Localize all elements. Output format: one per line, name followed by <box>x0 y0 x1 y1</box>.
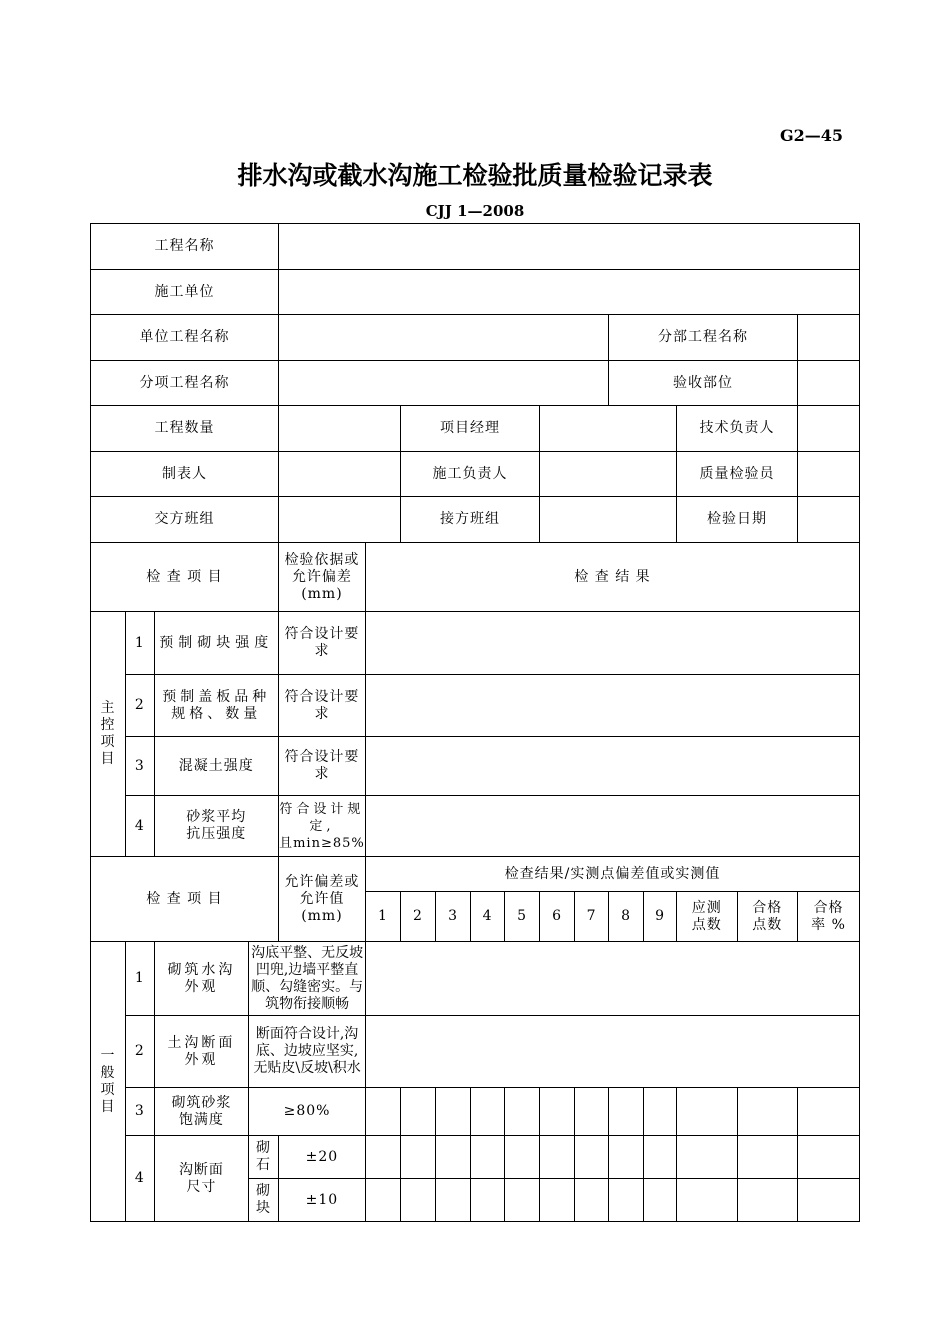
general-row-3-item-line1: 砌筑砂浆 <box>171 1094 232 1111</box>
should-points-line1: 应测 <box>691 899 722 916</box>
main-category-label: 主控项目 <box>100 700 116 767</box>
r4b-p7[interactable] <box>575 1179 609 1222</box>
general-row-4-item-line2: 尺寸 <box>186 1178 217 1195</box>
general-tol-header <box>278 857 365 942</box>
construction-lead-field[interactable] <box>540 452 677 497</box>
pass-rate-line2: 率 % <box>811 916 846 933</box>
r4b-p2[interactable] <box>401 1179 436 1222</box>
main-row-1-result[interactable] <box>365 612 859 675</box>
general-row-1-item-line1: 砌筑水沟 <box>167 961 236 978</box>
general-category-label: 一般项目 <box>100 1047 116 1115</box>
general-row-3-no: 3 <box>126 1088 155 1136</box>
tech-lead-field[interactable] <box>798 406 860 452</box>
r4a-pass[interactable] <box>737 1136 798 1179</box>
r4b-p3[interactable] <box>436 1179 471 1222</box>
main-row-3-result[interactable] <box>365 737 859 796</box>
general-row-1-no: 1 <box>126 942 155 1016</box>
point-col-7: 7 <box>575 892 609 942</box>
project-manager-field[interactable] <box>540 406 677 452</box>
row-tabulator <box>91 452 860 497</box>
main-row-2 <box>91 675 860 737</box>
label-contractor: 施工单位 <box>91 270 279 315</box>
general-row-4-sub1-tol: ±20 <box>278 1136 365 1179</box>
main-basis-header <box>278 543 365 612</box>
r3-pass[interactable] <box>737 1088 798 1136</box>
label-project-name: 工程名称 <box>91 224 279 270</box>
pass-rate-header <box>798 892 860 942</box>
point-col-5: 5 <box>505 892 540 942</box>
inspection-date-field[interactable] <box>798 497 860 543</box>
r4a-p8[interactable] <box>609 1136 644 1179</box>
r4a-p4[interactable] <box>471 1136 505 1179</box>
tabulator-field[interactable] <box>278 452 400 497</box>
general-row-1-item-line2: 外观 <box>184 978 219 995</box>
label-acceptance-part: 验收部位 <box>609 361 798 406</box>
tol-line1: 允许偏差或 <box>284 873 360 890</box>
main-row-4-req-line2: 且min≥85% <box>279 835 365 851</box>
contractor-field[interactable] <box>278 270 859 315</box>
general-row-4-sub2-name: 砌块 <box>249 1179 279 1222</box>
pass-points-header <box>737 892 798 942</box>
handover-team-field[interactable] <box>278 497 400 543</box>
general-row-2-no: 2 <box>126 1016 155 1088</box>
general-row-4-item <box>154 1136 249 1222</box>
point-col-8: 8 <box>609 892 644 942</box>
main-row-3 <box>91 737 860 796</box>
inspection-form-table <box>90 223 860 1222</box>
quality-inspector-field[interactable] <box>798 452 860 497</box>
general-row-1 <box>91 942 860 1016</box>
main-section-header <box>91 543 860 612</box>
main-row-4-req-line1: 符合设计规定, <box>279 801 365 834</box>
general-row-4-sub2-tol: ±10 <box>278 1179 365 1222</box>
point-col-6: 6 <box>540 892 575 942</box>
point-col-2: 2 <box>401 892 436 942</box>
row-project-name <box>91 224 860 270</box>
r3-p5[interactable] <box>505 1088 540 1136</box>
general-row-2-item-line2: 外观 <box>184 1051 219 1068</box>
r4a-p3[interactable] <box>436 1136 471 1179</box>
label-item-project: 分项工程名称 <box>91 361 279 406</box>
general-row-1-result[interactable] <box>365 942 859 1016</box>
general-result-header: 检查结果/实测点偏差值或实测值 <box>365 857 859 892</box>
pass-points-line1: 合格 <box>752 899 783 916</box>
general-row-4-no: 4 <box>126 1136 155 1222</box>
main-row-3-item: 混凝土强度 <box>154 737 278 796</box>
main-row-2-result[interactable] <box>365 675 859 737</box>
main-row-1 <box>91 612 860 675</box>
main-row-1-req: 符合设计要求 <box>278 612 365 675</box>
r4b-pass[interactable] <box>737 1179 798 1222</box>
standard-code: CJJ 1—2008 <box>425 202 525 220</box>
r4b-p4[interactable] <box>471 1179 505 1222</box>
basis-line2: 允许偏差(mm) <box>291 568 352 602</box>
general-check-item-header: 检 查 项 目 <box>91 857 279 942</box>
label-construction-lead: 施工负责人 <box>401 452 540 497</box>
tol-line2: 允许值(mm) <box>299 890 345 924</box>
project-name-field[interactable] <box>278 224 859 270</box>
label-quality-inspector: 质量检验员 <box>677 452 798 497</box>
general-row-2 <box>91 1016 860 1088</box>
point-col-4: 4 <box>471 892 505 942</box>
quantity-field[interactable] <box>278 406 400 452</box>
r3-p1[interactable] <box>365 1088 400 1136</box>
label-receiving-team: 接方班组 <box>401 497 540 543</box>
r4b-p1[interactable] <box>365 1179 400 1222</box>
basis-line1: 检验依据或 <box>284 551 360 568</box>
main-row-1-item: 预制砌块强度 <box>154 612 278 675</box>
general-row-3-req: ≥80% <box>249 1088 366 1136</box>
r4a-p9[interactable] <box>644 1136 677 1179</box>
general-row-3 <box>91 1088 860 1136</box>
should-points-header <box>677 892 738 942</box>
main-row-2-no: 2 <box>126 675 155 737</box>
r3-p7[interactable] <box>575 1088 609 1136</box>
point-col-9: 9 <box>644 892 677 942</box>
r4a-p6[interactable] <box>540 1136 575 1179</box>
general-row-2-result[interactable] <box>365 1016 859 1088</box>
label-unit-project: 单位工程名称 <box>91 315 279 361</box>
general-row-3-item-line2: 饱满度 <box>178 1111 224 1128</box>
point-col-3: 3 <box>436 892 471 942</box>
label-sub-project: 分部工程名称 <box>609 315 798 361</box>
main-row-1-no: 1 <box>126 612 155 675</box>
main-category <box>91 612 126 857</box>
main-row-2-req: 符合设计要求 <box>278 675 365 737</box>
general-category <box>91 942 126 1222</box>
main-row-2-item: 预制盖板品种规格、数量 <box>154 675 278 737</box>
general-row-3-item <box>154 1088 249 1136</box>
row-handover <box>91 497 860 543</box>
should-points-line2: 点数 <box>691 916 722 933</box>
r4b-p5[interactable] <box>505 1179 540 1222</box>
general-row-4-item-line1: 沟断面 <box>178 1161 224 1178</box>
label-quantity: 工程数量 <box>91 406 279 452</box>
unit-project-field[interactable] <box>278 315 608 361</box>
main-row-4-item-line1: 砂浆平均 <box>186 809 247 825</box>
pass-rate-line1: 合格 <box>813 899 844 916</box>
label-tech-lead: 技术负责人 <box>677 406 798 452</box>
row-item-project <box>91 361 860 406</box>
general-row-4-sub1-name: 砌石 <box>249 1136 279 1179</box>
r4b-should[interactable] <box>677 1179 738 1222</box>
r4b-p8[interactable] <box>609 1179 644 1222</box>
label-inspection-date: 检验日期 <box>677 497 798 543</box>
main-row-4-req <box>278 796 365 857</box>
r4a-should[interactable] <box>677 1136 738 1179</box>
main-row-3-req: 符合设计要求 <box>278 737 365 796</box>
label-tabulator: 制表人 <box>91 452 279 497</box>
row-contractor <box>91 270 860 315</box>
r3-p2[interactable] <box>401 1088 436 1136</box>
form-code: G2—45 <box>779 126 843 145</box>
r4a-p1[interactable] <box>365 1136 400 1179</box>
r3-rate[interactable] <box>798 1088 860 1136</box>
r3-p9[interactable] <box>644 1088 677 1136</box>
label-handover-team: 交方班组 <box>91 497 279 543</box>
r3-p4[interactable] <box>471 1088 505 1136</box>
r4b-p6[interactable] <box>540 1179 575 1222</box>
page-title: 排水沟或截水沟施工检验批质量检验记录表 <box>237 161 713 190</box>
main-row-4-item-line2: 抗压强度 <box>186 826 247 842</box>
general-section-header <box>91 857 860 892</box>
r4b-p9[interactable] <box>644 1179 677 1222</box>
general-row-2-item-line1: 土沟断面 <box>167 1034 236 1051</box>
general-row-1-req: 沟底平整、无反坡凹兜,边墙平整直顺、勾缝密实。与筑物衔接顺畅 <box>249 942 366 1016</box>
r4b-rate[interactable] <box>798 1179 860 1222</box>
main-row-4-result[interactable] <box>365 796 859 857</box>
main-row-4-item <box>154 796 278 857</box>
point-col-1: 1 <box>365 892 400 942</box>
r3-p8[interactable] <box>609 1088 644 1136</box>
r4a-p2[interactable] <box>401 1136 436 1179</box>
r3-should[interactable] <box>677 1088 738 1136</box>
sub-project-field[interactable] <box>798 315 860 361</box>
r3-p6[interactable] <box>540 1088 575 1136</box>
main-row-4 <box>91 796 860 857</box>
main-check-item-header: 检 查 项 目 <box>91 543 279 612</box>
r4a-p7[interactable] <box>575 1136 609 1179</box>
main-row-3-no: 3 <box>126 737 155 796</box>
r3-p3[interactable] <box>436 1088 471 1136</box>
main-row-4-no: 4 <box>126 796 155 857</box>
row-quantity <box>91 406 860 452</box>
r4a-rate[interactable] <box>798 1136 860 1179</box>
general-row-4a <box>91 1136 860 1179</box>
main-result-header: 检 查 结 果 <box>365 543 859 612</box>
general-row-1-item <box>154 942 249 1016</box>
acceptance-part-field[interactable] <box>798 361 860 406</box>
item-project-field[interactable] <box>278 361 608 406</box>
r4a-p5[interactable] <box>505 1136 540 1179</box>
general-row-2-item <box>154 1016 249 1088</box>
general-row-2-req: 断面符合设计,沟底、边坡应坚实,无贴皮\反坡\积水 <box>249 1016 366 1088</box>
label-project-manager: 项目经理 <box>401 406 540 452</box>
receiving-team-field[interactable] <box>540 497 677 543</box>
row-unit-project <box>91 315 860 361</box>
pass-points-line2: 点数 <box>752 916 783 933</box>
